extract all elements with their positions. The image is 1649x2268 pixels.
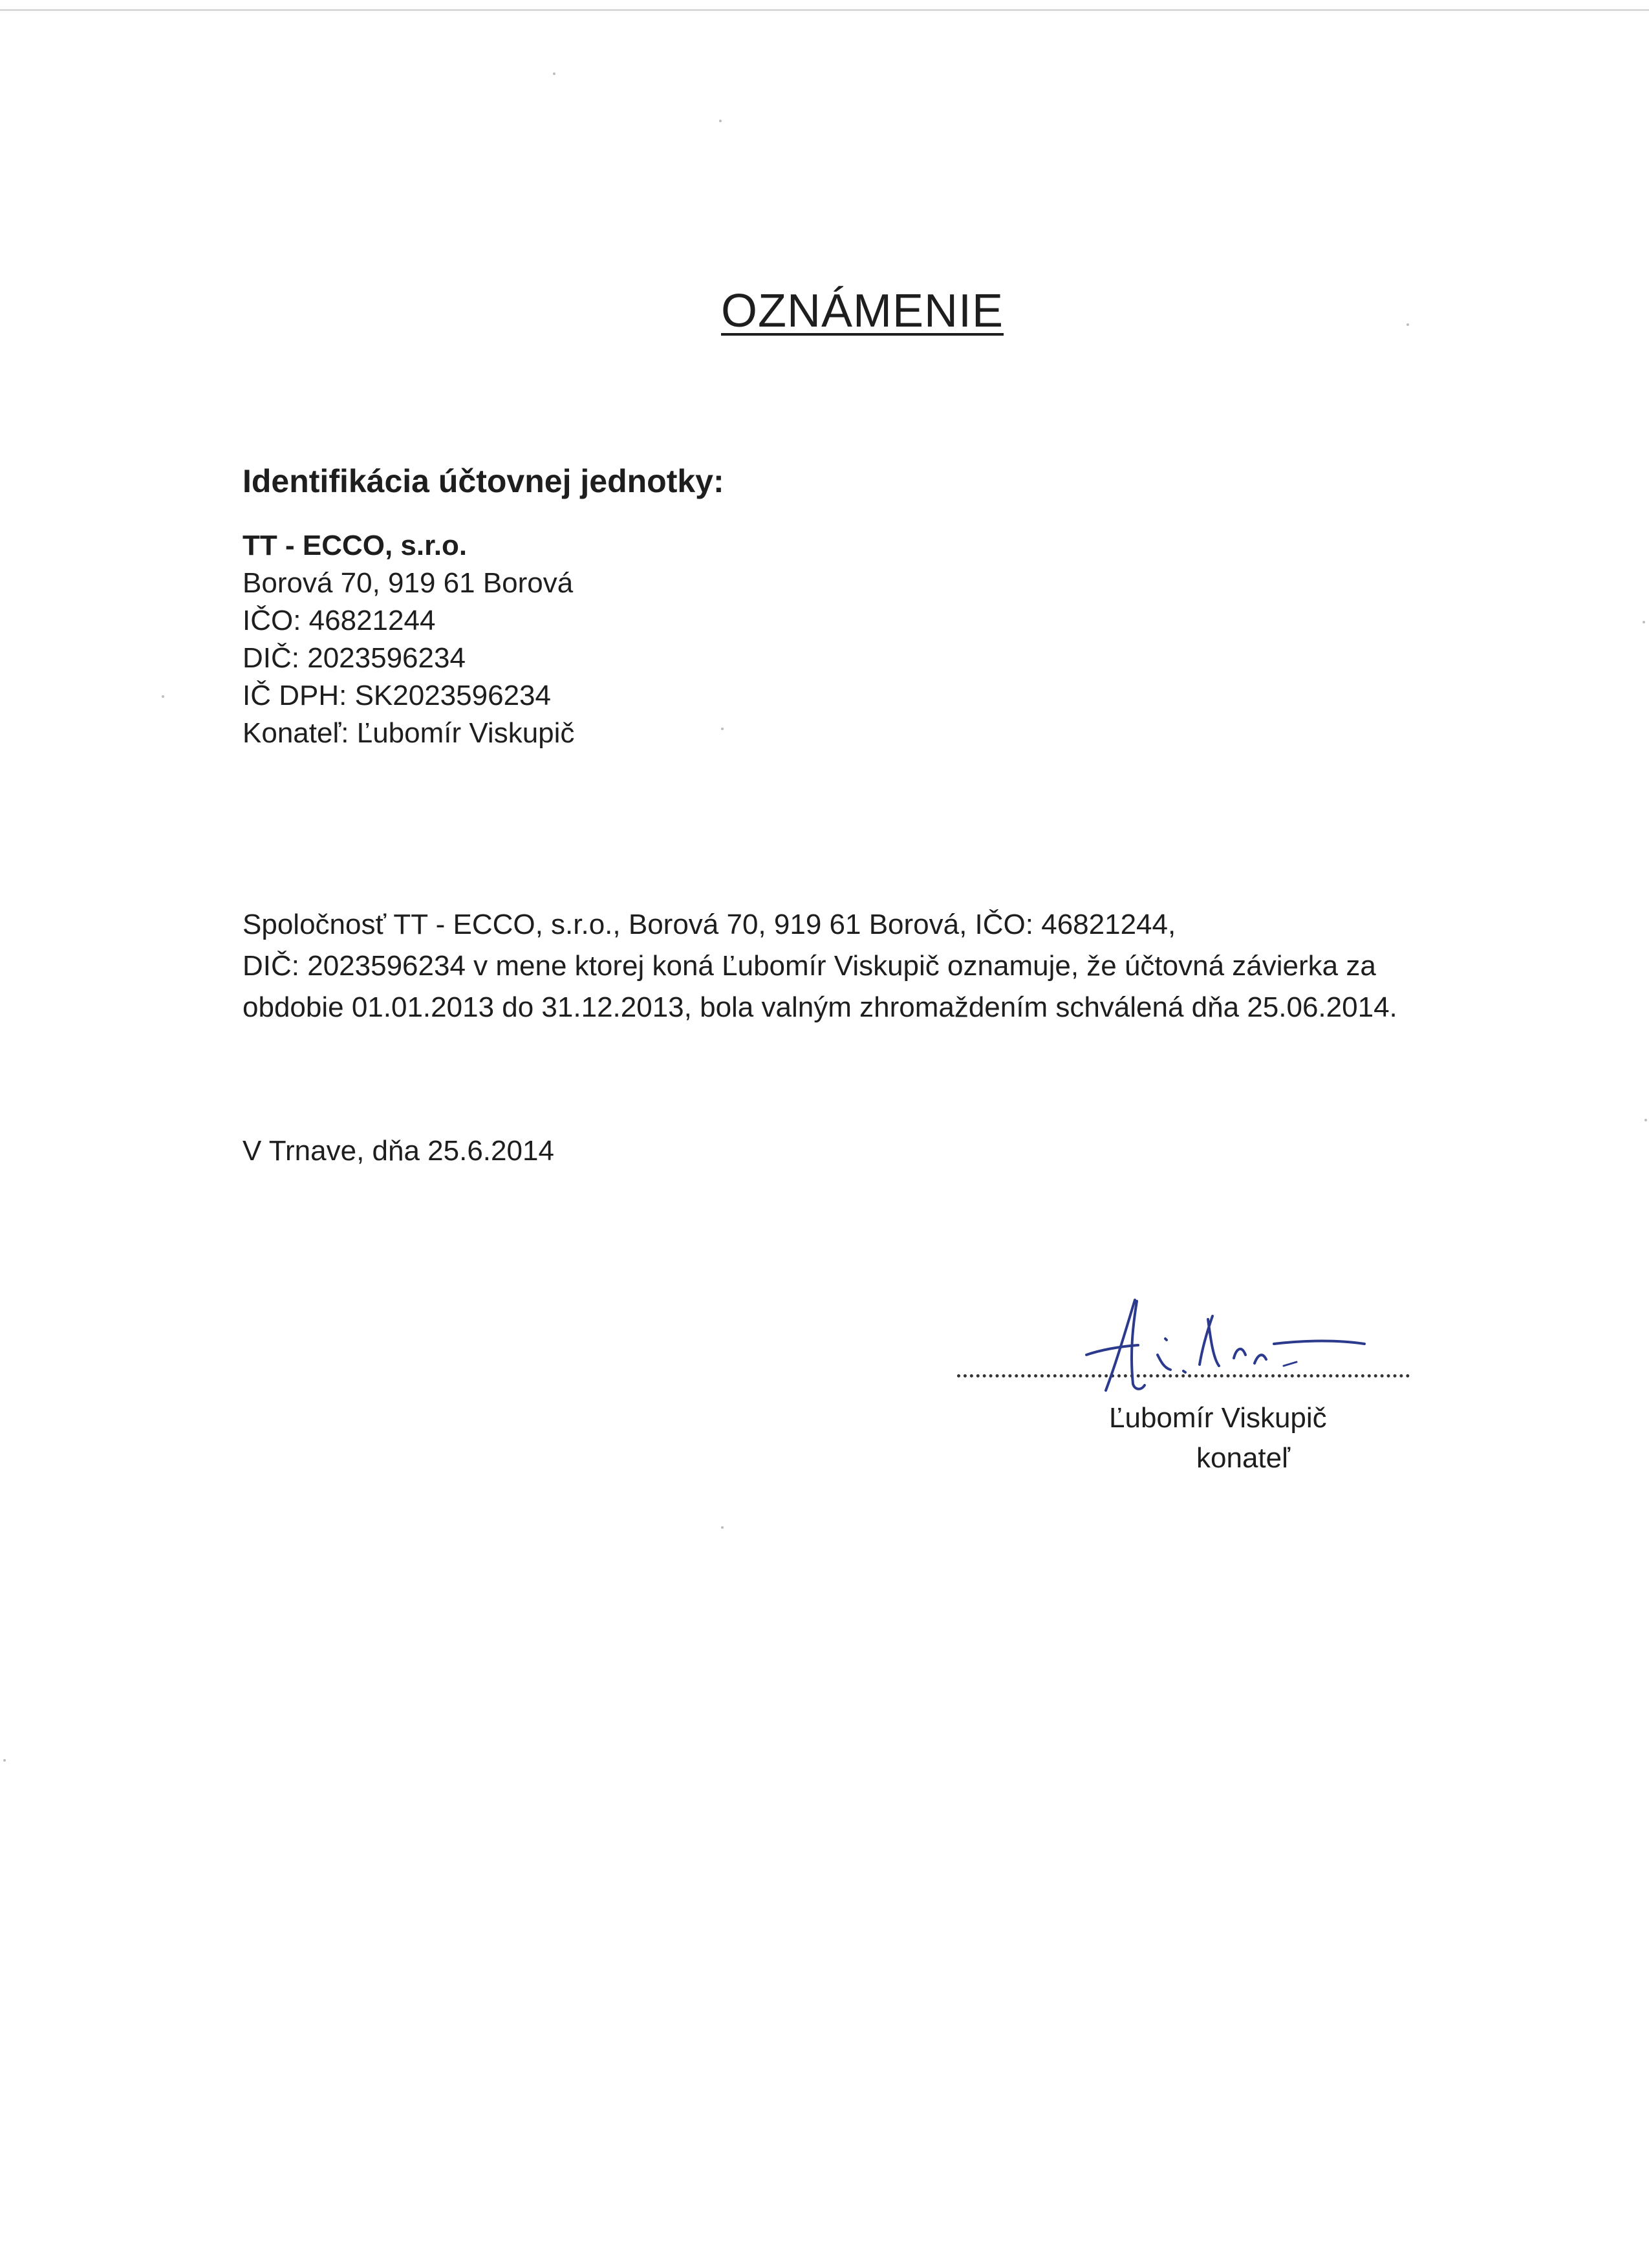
scan-speck <box>3 1759 6 1762</box>
company-identification-block <box>242 527 574 752</box>
scan-speck <box>1644 1119 1647 1121</box>
announcement-line-1: Spoločnosť TT - ECCO, s.r.o., Borová 70, 919 61 Borová, IČO: 46821244, <box>242 909 1176 940</box>
company-ico: IČO: 46821244 <box>242 605 436 636</box>
scan-speck <box>1643 621 1645 623</box>
scan-speck <box>162 695 164 698</box>
scan-speck <box>721 728 724 730</box>
announcement-line-3: obdobie 01.01.2013 do 31.12.2013, bola valným zhromaždením schválená dňa 25.06.2014. <box>242 991 1397 1023</box>
identification-heading: Identifikácia účtovnej jednotky: <box>242 463 724 499</box>
company-konatel: Konateľ: Ľubomír Viskupič <box>242 717 575 749</box>
scan-speck <box>719 120 722 122</box>
place-and-date: V Trnave, dňa 25.6.2014 <box>242 1135 554 1167</box>
company-dic: DIČ: 2023596234 <box>242 642 466 674</box>
signer-role: konateľ <box>1196 1442 1290 1474</box>
company-ic-dph: IČ DPH: SK2023596234 <box>242 680 551 711</box>
announcement-line-2: DIČ: 2023596234 v mene ktorej koná Ľubomír Viskupič oznamuje, že účtovná závierka za <box>242 950 1376 982</box>
signer-name: Ľubomír Viskupič <box>1109 1402 1327 1434</box>
scan-speck <box>1406 323 1409 326</box>
document-title: OZNÁMENIE <box>721 285 1004 337</box>
company-name: TT - ECCO, s.r.o. <box>242 530 468 561</box>
scan-speck <box>721 1526 724 1529</box>
handwritten-signature <box>1061 1293 1371 1403</box>
scan-top-edge <box>0 9 1649 11</box>
announcement-paragraph <box>242 904 1471 1028</box>
company-address: Borová 70, 919 61 Borová <box>242 567 574 599</box>
scan-speck <box>553 72 555 75</box>
signature-block <box>957 1306 1423 1500</box>
